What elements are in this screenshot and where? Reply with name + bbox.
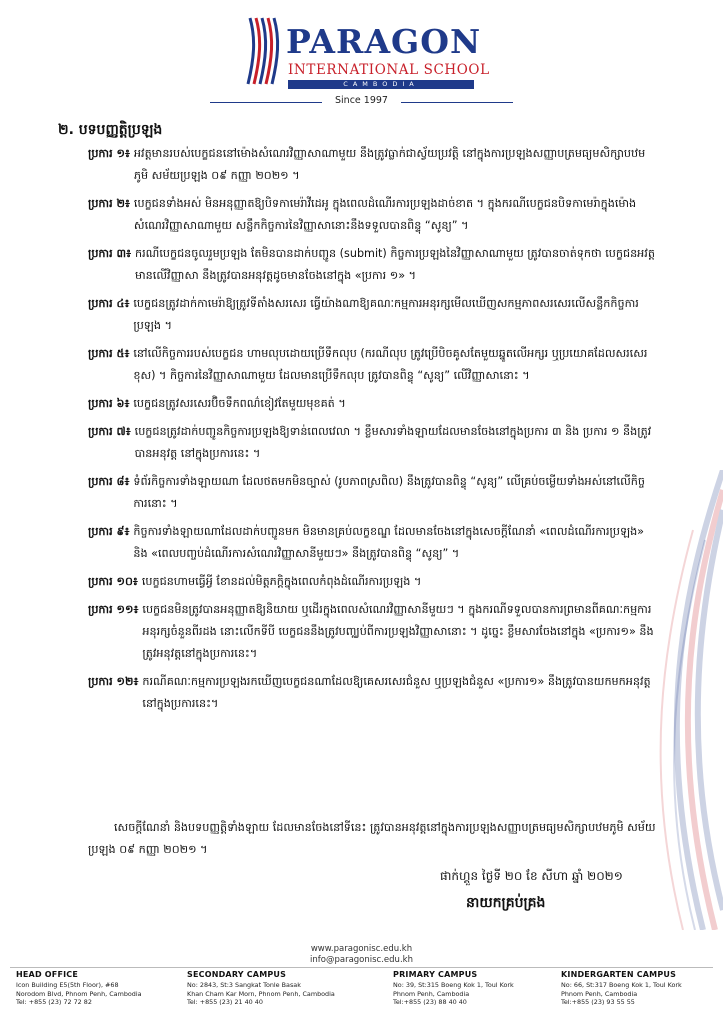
- contact-links: [0, 944, 723, 966]
- since-line: [210, 95, 513, 109]
- campus-secondary: [187, 971, 367, 1007]
- campus-address: Khan Cham Kar Morn, Phnom Penh, Cambodia: [187, 989, 335, 998]
- campus-address: Phnom Penh, Cambodia: [561, 989, 638, 998]
- article-text: បេក្ខជនទាំងអស់ មិនអនុញ្ញាតឱ្យបិទកាមេរ៉ាវីដេអូ ក្នុងពេលដំណើរការប្រឡងដាច់ខាត ។ ក្នុងករណីបេក្ខជនបិទកាមេរ៉ាក្នុងម៉ោងសំណេរវិញ្ញាសាណាមួយ សន្លឹកកិច្ចការនៃវិញ្ញាសានោះនឹងទទួលបានពិន្ទុ “សូន្យ” ។: [133, 197, 637, 232]
- campus-name: SECONDARY CAMPUS: [187, 970, 287, 979]
- school-header: [0, 0, 723, 118]
- article-text: ករណីគណៈកម្មការប្រឡងរកឃើញបេក្ខជនណាដែលឱ្យគេសរសេរជំនួស ឬប្រឡងជំនួស «ប្រការ១» នឹងត្រូវបានយកមកអនុវត្ត នៅក្នុងប្រការនេះ។: [142, 675, 651, 710]
- article-11: [88, 599, 658, 665]
- article-text: បេក្ខជនមិនត្រូវបានអនុញ្ញាតឱ្យនិយាយ ឬដើរក្នុងពេលសំណេរវិញ្ញាសានីមួយៗ ។ ក្នុងករណីទទួលបានការព្រមានពីគណៈកម្មការអនុរក្សចំនួនពីរដង នោះលើកទីបី បេក្ខជននឹងត្រូវបញ្ឈប់ពីការប្រឡងវិញ្ញាសានោះ ។ ដូច្នេះ ខ្លឹមសារចែងនៅក្នុង «ប្រការ១» នឹងត្រូវអនុវត្តនៅក្នុងប្រការនេះ។: [142, 603, 654, 660]
- campus-name: PRIMARY CAMPUS: [393, 970, 478, 979]
- campus-name: HEAD OFFICE: [16, 970, 79, 979]
- article-label: ប្រការ ៥៖: [88, 347, 130, 360]
- article-label: ប្រការ ១១៖: [88, 603, 139, 616]
- since-text: Since 1997: [335, 95, 388, 106]
- article-label: ប្រការ ៣៖: [88, 247, 132, 260]
- email-link[interactable]: info@paragonisc.edu.kh: [310, 955, 413, 965]
- article-10: [88, 571, 658, 593]
- article-2: [88, 193, 658, 237]
- article-label: ប្រការ ៦៖: [88, 397, 130, 410]
- brand-name: PARAGON: [286, 22, 482, 61]
- article-text: បេក្ខជនហាមធ្វើអ្វី ខែានដល់មិត្តភក្តិក្នុងពេលកំពុងដំណើរការប្រឡង ។: [141, 575, 422, 588]
- brand-country: CAMBODIA: [288, 80, 474, 89]
- signatory-title: នាយកគ្រប់គ្រង: [466, 895, 546, 911]
- article-label: ប្រការ ១៖: [88, 147, 130, 160]
- paragon-flag-logo-icon: [244, 14, 282, 88]
- document-date: ផាក់ហ្គួន ថ្ងៃទី ២០ ខែ សីហា ឆ្នាំ ២០២១: [440, 869, 623, 883]
- campus-address: No: 2843, St:3 Sangkat Tonle Basak: [187, 981, 301, 990]
- brand-subtitle: INTERNATIONAL SCHOOL: [288, 62, 490, 78]
- article-4: [88, 293, 658, 337]
- article-1: [88, 143, 658, 187]
- article-7: [88, 421, 658, 465]
- campus-address: No: 39, St:315 Boeng Kok 1, Toul Kork: [393, 981, 514, 990]
- campus-head-office: [16, 971, 176, 1007]
- section-title: ២. បទបញ្ញត្តិប្រឡង: [58, 122, 163, 138]
- article-6: [88, 393, 658, 415]
- article-text: បេក្ខជនត្រូវសរសេរប៊ិចទឹកពណ៌ខៀវតែមួយមុខគត់ ។: [133, 397, 346, 410]
- article-label: ប្រការ ៧៖: [88, 425, 131, 438]
- article-text: ទំព័រកិច្ចការទាំងឡាយណា ដែលថតមកមិនច្បាស់ (រូបភាពស្រពិល) នឹងត្រូវបានពិន្ទុ “សូន្យ” លើគ្រប់ចម្លើយទាំងអស់នៅលើកិច្ចការនោះ ។: [133, 475, 645, 510]
- article-9: [88, 521, 658, 565]
- campus-address: Norodom Blvd, Phnom Penh, Cambodia: [16, 989, 142, 998]
- campus-phone: Tel:+855 (23) 88 40 40: [393, 998, 467, 1007]
- conclusion-paragraph: [88, 817, 658, 861]
- campus-phone: Tel:+855 (23) 93 55 55: [561, 998, 635, 1007]
- article-label: ប្រការ ៤៖: [88, 297, 130, 310]
- article-8: [88, 471, 658, 515]
- article-text: នៅលើកិច្ចការរបស់បេក្ខជន ហាមលុបដោយប្រើទឹកលុប (ករណីលុប ត្រូវប្រើបិចគូសតែមួយឆ្នូតលើអក្សរ ឬប្រយោគដែលសរសេរខុស) ។ កិច្ចការនៃវិញ្ញាសាណាមួយ ដែលមានប្រើទឹកលុប ត្រូវបានពិន្ទុ “សូន្យ” លើវិញ្ញាសានោះ ។: [133, 347, 648, 382]
- campus-phone: Tel: +855 (23) 21 40 40: [187, 998, 263, 1007]
- article-label: ប្រការ ១០៖: [88, 575, 138, 588]
- conclusion-text: សេចក្តីណែនាំ និងបទបញ្ញត្តិទាំងឡាយ ដែលមានចែងនៅទីនេះ ត្រូវបានអនុវត្តនៅក្នុងការប្រឡងសញ្ញាបត្រមធ្យមសិក្សាបឋមភូមិ សម័យប្រឡង ០៩ កញ្ញា ២០២១ ។: [88, 821, 656, 856]
- campus-name: KINDERGARTEN CAMPUS: [561, 970, 677, 979]
- article-label: ប្រការ ៨៖: [88, 475, 130, 488]
- article-12: [88, 671, 658, 715]
- campus-address: Phnom Penh, Cambodia: [393, 989, 470, 998]
- campus-kindergarten: [561, 971, 721, 1007]
- article-text: បេក្ខជនត្រូវដាក់កាមេរ៉ាឱ្យត្រូវទីតាំងសរសេរ ធ្វើយ៉ាងណាឱ្យគណៈកម្មការអនុរក្សមើលឃើញសកម្មភាពសរសេរលើសន្លឹកកិច្ចការប្រឡង ។: [133, 297, 639, 332]
- article-label: ប្រការ ២៖: [88, 197, 130, 210]
- campus-phone: Tel: +855 (23) 72 72 82: [16, 998, 92, 1007]
- article-text: អវត្តមានរបស់បេក្ខជននៅម៉ោងសំណេរវិញ្ញាសាណាមួយ នឹងត្រូវធ្លាក់ជាស្វ័យប្រវត្តិ នៅក្នុងការប្រឡងសញ្ញាបត្រមធ្យមសិក្សាបឋមភូមិ សម័យប្រឡង ០៩ កញ្ញា ២០២១ ។: [133, 147, 646, 182]
- regulations-list: [88, 143, 658, 721]
- footer-divider: [10, 967, 713, 968]
- article-5: [88, 343, 658, 387]
- article-text: បេក្ខជនត្រូវដាក់បញ្ជូនកិច្ចការប្រឡងឱ្យទាន់ពេលវេលា ។ ខ្លឹមសារទាំងឡាយដែលមានចែងនៅក្នុងប្រការ ៣ និង ប្រការ ១ នឹងត្រូវបានអនុវត្ត នៅក្នុងប្រការនេះ ។: [134, 425, 652, 460]
- article-3: [88, 243, 658, 287]
- article-label: ប្រការ ១២៖: [88, 675, 139, 688]
- article-label: ប្រការ ៩៖: [88, 525, 130, 538]
- article-text: ករណីបេក្ខជនចូលរួមប្រឡង តែមិនបានដាក់បញ្ជូន (submit) កិច្ចការប្រឡងនៃវិញ្ញាសាណាមួយ ត្រូវបានចាត់ទុកថា បេក្ខជនអវត្តមានលើវិញ្ញាសា នឹងត្រូវបានអនុវត្តដូចមានចែងនៅក្នុង «ប្រការ ១» ។: [135, 247, 655, 282]
- article-text: កិច្ចការទាំងឡាយណាដែលដាក់បញ្ជូនមក មិនមានគ្រប់លក្ខខណ្ឌ ដែលមានចែងនៅក្នុងសេចក្តីណែនាំ «ពេលដំណើរការប្រឡង» និង «ពេលបញ្ចប់ដំណើរការសំណេរវិញ្ញាសានីមួយៗ» នឹងត្រូវបានពិន្ទុ “សូន្យ” ។: [133, 525, 645, 560]
- website-link[interactable]: www.paragonisc.edu.kh: [310, 944, 413, 954]
- divider-right: [401, 102, 513, 103]
- campus-address: No: 66, St:317 Boeng Kok 1, Toul Kork: [561, 981, 682, 990]
- campus-primary: [393, 971, 543, 1007]
- campus-address: Icon Building E5(5th Floor), #68: [16, 981, 119, 990]
